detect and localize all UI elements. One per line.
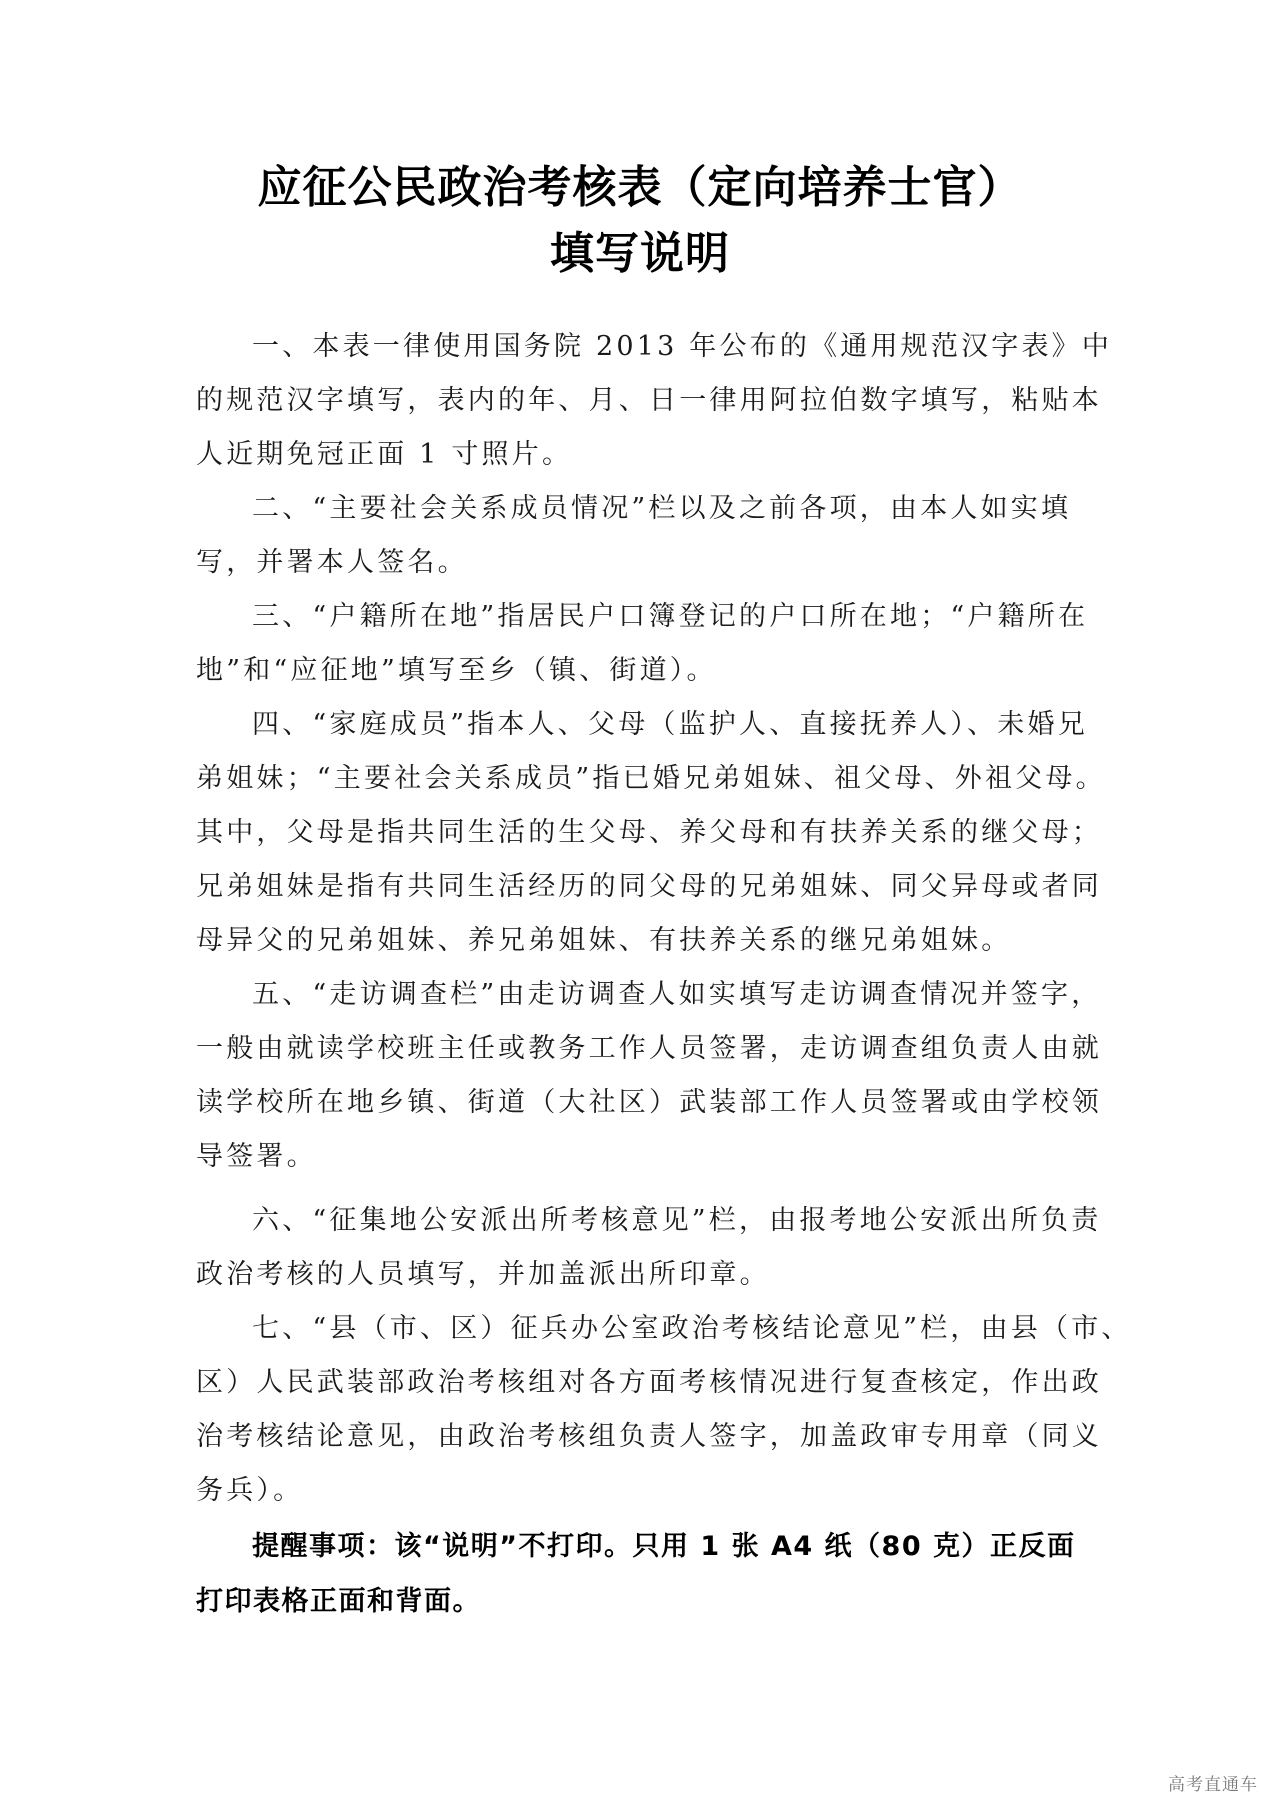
paragraph-line: 其中，父母是指共同生活的生父母、养父母和有扶养关系的继父母；	[196, 817, 1102, 848]
paragraph-line: 一、本表一律使用国务院 2013 年公布的《通用规范汉字表》中	[252, 331, 1113, 362]
paragraph-line: 政治考核的人员填写，并加盖派出所印章。	[196, 1259, 770, 1290]
paragraph-line: 区）人民武装部政治考核组对各方面考核情况进行复查核定，作出政	[196, 1367, 1102, 1398]
paragraph-line: 务兵）。	[196, 1475, 304, 1506]
paragraph-line: 七、“县（市、区）征兵办公室政治考核结论意见”栏，由县（市、	[252, 1313, 1132, 1344]
paragraph-line: 读学校所在地乡镇、街道（大社区）武装部工作人员签署或由学校领	[196, 1087, 1102, 1118]
paragraph-line: 导签署。	[196, 1141, 317, 1172]
paragraph-line: 弟姐妹；“主要社会关系成员”指已婚兄弟姐妹、祖父母、外祖父母。	[196, 763, 1106, 794]
paragraph-line: 六、“征集地公安派出所考核意见”栏，由报考地公安派出所负责	[252, 1205, 1102, 1236]
paragraph-line: 二、“主要社会关系成员情况”栏以及之前各项，由本人如实填	[252, 493, 1072, 524]
paragraph-line: 的规范汉字填写，表内的年、月、日一律用阿拉伯数字填写，粘贴本	[196, 385, 1102, 416]
paragraph-line: 地”和“应征地”填写至乡（镇、街道）。	[196, 655, 717, 686]
paragraph-line: 人近期免冠正面 1 寸照片。	[196, 439, 573, 470]
paragraph-line: 五、“走访调查栏”由走访调查人如实填写走访调查情况并签字，	[252, 979, 1102, 1010]
paragraph-line: 一般由就读学校班主任或教务工作人员签署，走访调查组负责人由就	[196, 1033, 1102, 1064]
reminder-line: 提醒事项：该“说明”不打印。只用 1 张 A4 纸（80 克）正反面	[252, 1531, 1076, 1562]
document-title-line1: 应征公民政治考核表（定向培养士官）	[257, 162, 1023, 213]
paragraph-line: 写，并署本人签名。	[196, 547, 468, 578]
paragraph-line: 母异父的兄弟姐妹、养兄弟姐妹、有扶养关系的继兄弟姐妹。	[196, 925, 1012, 956]
document-title-line2: 填写说明	[550, 228, 730, 279]
paragraph-line: 兄弟姐妹是指有共同生活经历的同父母的兄弟姐妹、同父异母或者同	[196, 871, 1102, 902]
paragraph-line: 三、“户籍所在地”指居民户口簿登记的户口所在地；“户籍所在	[252, 601, 1089, 632]
paragraph-line: 治考核结论意见，由政治考核组负责人签字，加盖政审专用章（同义	[196, 1421, 1102, 1452]
watermark-text: 高考直通车	[1168, 1775, 1258, 1795]
reminder-line: 打印表格正面和背面。	[196, 1586, 481, 1617]
paragraph-line: 四、“家庭成员”指本人、父母（监护人、直接抚养人）、未婚兄	[252, 709, 1088, 740]
